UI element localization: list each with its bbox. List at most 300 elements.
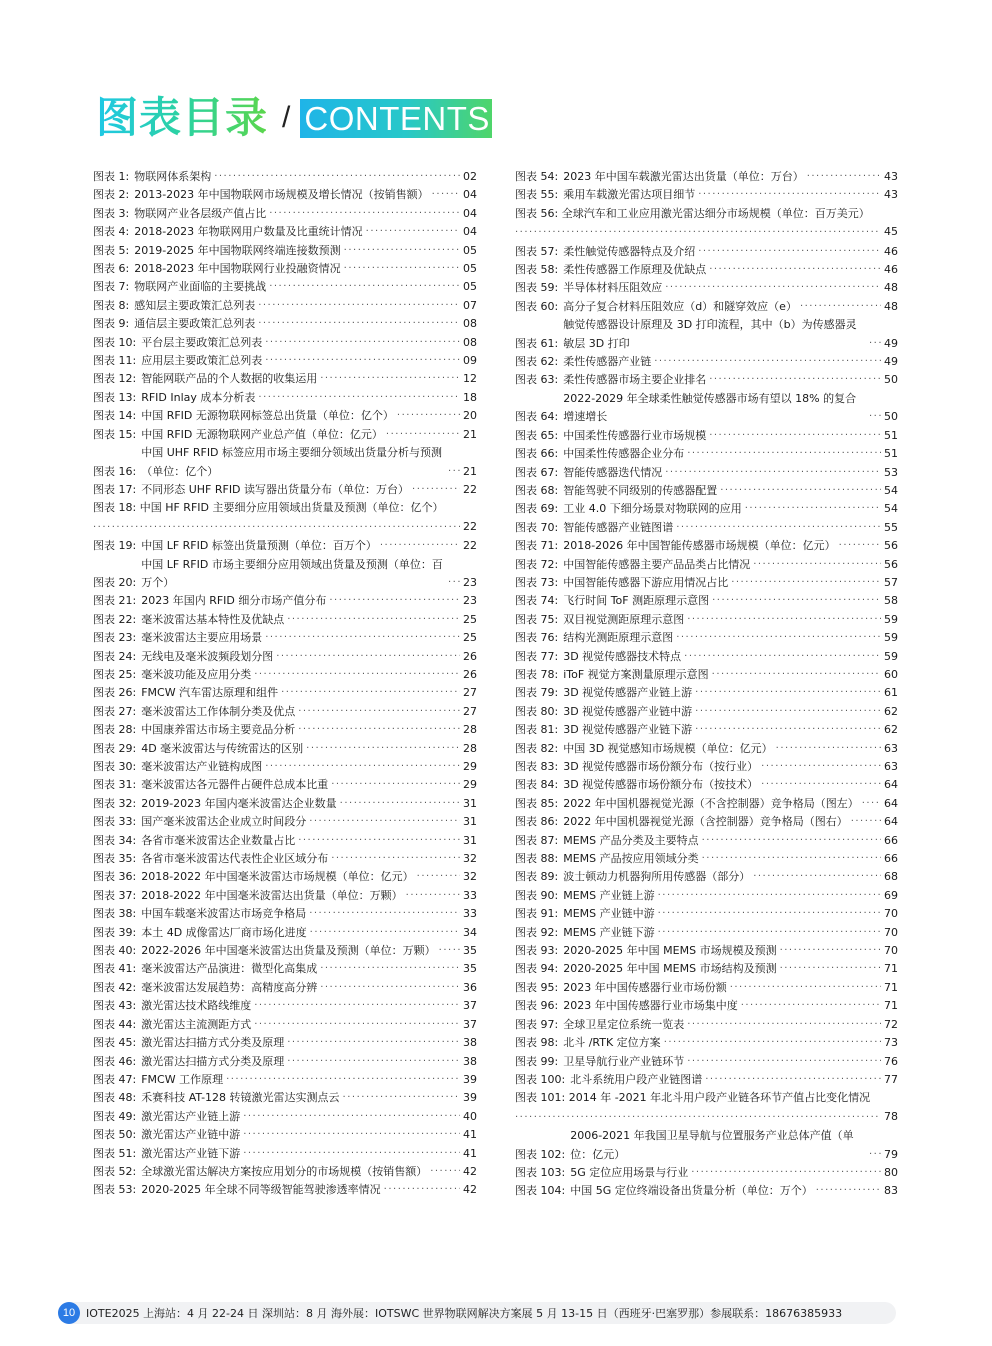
toc-entry-page: 55 (884, 520, 898, 534)
toc-entry-label: 图表 84: (515, 778, 559, 792)
toc-entry[interactable] (515, 832, 898, 850)
toc-entry-page: 64 (884, 778, 898, 792)
toc-entry-label: 图表 60: (515, 299, 559, 313)
toc-entry-label: 图表 64: (515, 410, 559, 424)
toc-entry[interactable] (93, 850, 477, 868)
toc-entry[interactable] (93, 905, 477, 923)
toc-entry-page: 68 (884, 870, 898, 884)
toc-entry-page: 45 (884, 225, 898, 239)
toc-entry-text: 中国柔性传感器行业市场规模 (563, 428, 707, 442)
toc-entry[interactable] (515, 740, 898, 758)
toc-entry[interactable] (515, 537, 898, 555)
toc-entry-page: 35 (463, 962, 477, 976)
toc-entry-page: 71 (884, 962, 898, 976)
toc-entry-label: 图表 53: (93, 1183, 137, 1197)
toc-entry[interactable] (93, 223, 477, 241)
toc-entry[interactable] (515, 703, 898, 721)
toc-dot-leader (712, 666, 881, 684)
toc-dot-leader (702, 850, 881, 868)
toc-entry[interactable] (515, 1053, 898, 1071)
toc-entry[interactable] (93, 997, 477, 1015)
toc-entry[interactable] (93, 168, 477, 186)
toc-entry-text: 全球汽车和工业应用激光雷达细分市场规模（单位：百万美元） (561, 206, 870, 220)
toc-entry-page: 05 (463, 280, 477, 294)
toc-entry[interactable] (93, 334, 477, 352)
toc-dot-leader (869, 335, 881, 353)
toc-entry-text: FMCW 工作原理 (141, 1072, 224, 1086)
toc-entry[interactable] (515, 1182, 898, 1200)
toc-entry-label: 图表 88: (515, 852, 559, 866)
footer-bar (58, 1302, 896, 1324)
toc-dot-leader (731, 574, 881, 592)
toc-entry-text: 2022 年中国机器视觉光源（不含控制器）竞争格局（图左） (563, 796, 859, 810)
footer-event-info: IOTE2025 上海站：4 月 22-24 日 深圳站：8 月 海外展：IOTSWC 世界物联网解决方案展 5 月 13-15 日（西班牙·巴塞罗那）参展联系：18676385933 (86, 1307, 843, 1320)
toc-entry[interactable] (93, 499, 477, 537)
toc-entry[interactable] (515, 758, 898, 776)
toc-entry-text: 3D 视觉传感器产业链下游 (563, 723, 693, 737)
toc-entry-text: 智能传感器迭代情况 (563, 465, 663, 479)
toc-entry-text: 波士顿动力机器狗所用传感器（部分） (563, 870, 751, 884)
toc-dot-leader (665, 464, 881, 482)
toc-entry-label: 图表 4: (93, 225, 130, 239)
toc-entry-text: 激光雷达主流测距方式 (141, 1017, 252, 1031)
toc-entry-label: 图表 35: (93, 852, 137, 866)
toc-entry[interactable] (93, 776, 477, 794)
toc-entry-title-line (515, 1089, 898, 1107)
toc-entry-text: 禾赛科技 AT-128 转镜激光雷达实测点云 (141, 1091, 340, 1105)
toc-entry-page: 37 (463, 1017, 477, 1031)
toc-entry-page: 31 (463, 815, 477, 829)
toc-entry[interactable] (93, 389, 477, 407)
toc-entry-label: 图表 13: (93, 390, 137, 404)
toc-entry-label: 图表 32: (93, 796, 137, 810)
toc-entry-label: 图表 68: (515, 483, 559, 497)
toc-dot-leader (243, 1145, 460, 1163)
toc-entry[interactable] (93, 832, 477, 850)
toc-entry[interactable] (93, 1053, 477, 1071)
toc-entry-page: 08 (463, 317, 477, 331)
toc-entry[interactable] (93, 758, 477, 776)
toc-entry-text: MEMS 产品分类及主要特点 (563, 833, 699, 847)
toc-entry[interactable] (93, 1089, 477, 1107)
toc-entry-label: 图表 27: (93, 704, 137, 718)
toc-entry-label: 图表 2: (93, 188, 130, 202)
toc-entry-text: 半导体材料压阻效应 (563, 281, 663, 295)
toc-entry-label: 图表 39: (93, 925, 137, 939)
toc-entry[interactable] (515, 261, 898, 279)
toc-entry[interactable] (515, 776, 898, 794)
toc-entry-text: iToF 视觉方案测量原理示意图 (563, 667, 709, 681)
toc-entry[interactable] (515, 942, 898, 960)
toc-entry-label: 图表 104: (515, 1184, 566, 1198)
toc-entry[interactable] (515, 445, 898, 463)
toc-entry-label: 图表 36: (93, 870, 137, 884)
toc-entry[interactable] (93, 1108, 477, 1126)
toc-entry-label: 图表 52: (93, 1164, 137, 1178)
toc-entry-page: 60 (884, 667, 898, 681)
toc-entry-label: 图表 63: (515, 373, 559, 387)
toc-entry[interactable] (515, 997, 898, 1015)
toc-entry-text: 柔性传感器产业链 (563, 355, 652, 369)
toc-dot-leader (869, 1146, 881, 1164)
toc-entry-page: 18 (463, 390, 477, 404)
toc-entry-page: 50 (884, 410, 898, 424)
toc-entry[interactable] (515, 574, 898, 592)
toc-entry-page: 28 (463, 723, 477, 737)
toc-dot-leader (276, 648, 460, 666)
toc-dot-leader (329, 592, 460, 610)
toc-dot-leader (386, 426, 460, 444)
toc-entry-page: 77 (884, 1072, 898, 1086)
toc-entry[interactable] (93, 684, 477, 702)
toc-entry-page: 33 (463, 907, 477, 921)
toc-entry[interactable] (515, 316, 898, 353)
toc-entry-label: 图表 56: (515, 206, 559, 220)
toc-entry-text: 高分子复合材料压阻效应（d）和隧穿效应（e） (563, 299, 797, 313)
toc-entry-text: 2018-2022 年中国毫米波雷达市场规模（单位：亿元） (141, 870, 414, 884)
toc-entry-label: 图表 86: (515, 815, 559, 829)
toc-dot-leader (309, 813, 460, 831)
toc-entry-text: 5G 定位应用场景与行业 (570, 1165, 689, 1179)
toc-entry-text: 中国柔性传感器企业分布 (563, 447, 685, 461)
toc-entry-label: 图表 50: (93, 1128, 137, 1142)
toc-entry-label: 图表 48: (93, 1091, 137, 1105)
toc-entry-page: 07 (463, 298, 477, 312)
toc-entry[interactable] (93, 242, 477, 260)
toc-entry[interactable] (515, 868, 898, 886)
toc-entry[interactable] (93, 924, 477, 942)
toc-entry-text: 3D 视觉传感器市场份额分布（按行业） (563, 760, 759, 773)
toc-dot-leader (687, 445, 881, 463)
toc-entry-label: 图表 70: (515, 520, 559, 534)
toc-entry[interactable] (515, 1089, 898, 1127)
toc-entry-label: 图表 98: (515, 1036, 559, 1050)
toc-entry[interactable] (515, 500, 898, 518)
toc-entry-page: 23 (463, 575, 477, 589)
toc-entry-label: 图表 10: (93, 335, 137, 349)
toc-entry[interactable] (93, 205, 477, 223)
toc-entry-text: 应用层主要政策汇总列表 (141, 354, 263, 368)
toc-entry[interactable] (93, 556, 477, 593)
toc-dot-leader (258, 297, 460, 315)
toc-entry-label: 图表 85: (515, 796, 559, 810)
toc-entry-page: 41 (463, 1128, 477, 1142)
toc-entry-text: 智能传感器产业链图谱 (563, 520, 674, 534)
toc-dot-leader (366, 223, 460, 241)
toc-entry[interactable] (515, 1071, 898, 1089)
toc-entry[interactable] (515, 519, 898, 537)
toc-entry[interactable] (93, 887, 477, 905)
toc-entry[interactable] (515, 556, 898, 574)
toc-entry-label: 图表 23: (93, 631, 137, 645)
toc-entry-page: 83 (884, 1184, 898, 1198)
toc-entry-label: 图表 65: (515, 428, 559, 442)
toc-entry-label: 图表 95: (515, 980, 559, 994)
toc-entry-page: 59 (884, 631, 898, 645)
toc-dot-leader (702, 832, 881, 850)
toc-entry[interactable] (93, 444, 477, 481)
toc-entry-page: 27 (463, 704, 477, 718)
toc-entry-label: 图表 21: (93, 594, 137, 608)
toc-entry-page: 66 (884, 852, 898, 866)
toc-entry-text: 各省市毫米波雷达代表性企业区域分布 (141, 852, 329, 866)
toc-entry-page: 56 (884, 557, 898, 571)
toc-entry[interactable] (93, 186, 477, 204)
toc-entry-page: 66 (884, 833, 898, 847)
toc-entry[interactable] (515, 427, 898, 445)
toc-entry[interactable] (515, 1164, 898, 1182)
toc-dot-leader (310, 924, 460, 942)
toc-entry[interactable] (93, 703, 477, 721)
toc-dot-leader (298, 721, 460, 739)
toc-entry-text: 通信层主要政策汇总列表 (134, 317, 256, 331)
toc-entry-label: 图表 51: (93, 1146, 137, 1160)
toc-entry[interactable] (515, 168, 898, 186)
toc-entry-text: 毫米波雷达主要应用场景 (141, 631, 263, 645)
toc-entry-page: 40 (463, 1109, 477, 1123)
toc-entry-text: 智能驾驶不同级别的传感器配置 (563, 483, 718, 497)
toc-dot-leader (687, 611, 881, 629)
toc-entry-page: 70 (884, 925, 898, 939)
toc-entry[interactable] (93, 666, 477, 684)
toc-entry[interactable] (515, 482, 898, 500)
toc-entry[interactable] (515, 1016, 898, 1034)
toc-entry[interactable] (515, 850, 898, 868)
toc-entry[interactable] (515, 353, 898, 371)
toc-entry-text: 毫米波雷达产品演进：微型化高集成 (141, 962, 318, 976)
toc-entry[interactable] (93, 721, 477, 739)
toc-entry[interactable] (93, 868, 477, 886)
toc-entry[interactable] (93, 942, 477, 960)
toc-entry-page: 20 (463, 409, 477, 423)
toc-entry[interactable] (515, 887, 898, 905)
toc-entry[interactable] (93, 1071, 477, 1089)
toc-entry[interactable] (93, 370, 477, 388)
toc-entry-label: 图表 22: (93, 612, 137, 626)
toc-entry-label: 图表 78: (515, 667, 559, 681)
toc-entry-label: 图表 54: (515, 170, 559, 183)
toc-entry[interactable] (515, 648, 898, 666)
toc-entry[interactable] (515, 960, 898, 978)
toc-entry-text: 无线电及毫米波频段划分图 (141, 649, 274, 663)
toc-entry[interactable] (93, 1163, 477, 1181)
toc-entry[interactable] (93, 1145, 477, 1163)
toc-entry-text: 激光雷达扫描方式分类及原理 (141, 1036, 285, 1050)
toc-entry-page: 36 (463, 980, 477, 994)
toc-entry-title-line (93, 499, 477, 517)
toc-entry-page: 59 (884, 612, 898, 626)
toc-dot-leader (720, 482, 881, 500)
toc-entry-page: 70 (884, 944, 898, 958)
toc-entry-text: 中国 UHF RFID 标签应用市场主要细分领域出货量分析与预测（单位：亿个） (141, 446, 443, 478)
toc-entry[interactable] (515, 666, 898, 684)
toc-entry[interactable] (515, 279, 898, 297)
toc-entry[interactable] (515, 592, 898, 610)
toc-entry-label: 图表 45: (93, 1036, 137, 1050)
toc-entry-page: 73 (884, 1036, 898, 1050)
toc-entry-label: 图表 41: (93, 962, 137, 976)
toc-dot-leader (664, 1034, 881, 1052)
toc-entry-label: 图表 16: (93, 464, 137, 478)
toc-entry[interactable] (93, 740, 477, 758)
toc-entry[interactable] (515, 243, 898, 261)
toc-entry[interactable] (515, 371, 898, 389)
toc-dot-leader (698, 186, 881, 204)
toc-entry[interactable] (93, 1126, 477, 1144)
toc-entry-text: 2020-2025 年全球不同等级智能驾驶渗透率情况 (141, 1183, 381, 1197)
toc-entry-label: 图表 93: (515, 944, 559, 958)
toc-dot-leader (684, 648, 881, 666)
toc-entry[interactable] (515, 629, 898, 647)
toc-entry-text: 中国 HF RFID 主要细分应用领域出货量及预测（单位：亿个） (139, 501, 444, 515)
toc-entry-label: 图表 3: (93, 206, 130, 220)
toc-entry-text: 2020-2025 年中国 MEMS 市场结构及预测 (563, 962, 777, 976)
toc-entry-label: 图表 40: (93, 944, 137, 958)
toc-entry-text: 物联网产业各层级产值占比 (134, 206, 267, 220)
toc-entry-label: 图表 1: (93, 170, 130, 183)
toc-entry[interactable] (93, 1016, 477, 1034)
toc-dot-leader (417, 868, 460, 886)
toc-entry-page: 32 (463, 852, 477, 866)
toc-entry-text: 柔性传感器工作原理及优缺点 (563, 263, 707, 277)
toc-dot-leader (862, 795, 881, 813)
toc-dot-leader (320, 370, 460, 388)
toc-entry[interactable] (515, 298, 898, 316)
toc-entry-page: 56 (884, 539, 898, 553)
toc-entry-label: 图表 96: (515, 999, 559, 1013)
toc-entry[interactable] (93, 795, 477, 813)
toc-entry-label: 图表 83: (515, 760, 559, 773)
toc-entry-page: 64 (884, 815, 898, 829)
toc-entry[interactable] (93, 278, 477, 296)
toc-entry[interactable] (515, 390, 898, 427)
toc-entry-page: 46 (884, 263, 898, 277)
toc-entry-label: 图表 25: (93, 667, 137, 681)
toc-entry[interactable] (515, 684, 898, 702)
toc-dot-leader (432, 186, 460, 204)
toc-entry[interactable] (93, 648, 477, 666)
toc-entry-text: MEMS 产业链中游 (563, 907, 655, 921)
toc-entry-text: 2023 年中国传感器行业市场集中度 (563, 999, 738, 1013)
toc-entry[interactable] (515, 1034, 898, 1052)
toc-entry[interactable] (515, 1127, 898, 1164)
toc-entry-text: 4D 毫米波雷达与传统雷达的区别 (141, 741, 304, 755)
toc-entry[interactable] (93, 297, 477, 315)
toc-entry-text: 2019-2023 年国内毫米波雷达企业数量 (141, 796, 337, 810)
toc-entry[interactable] (93, 979, 477, 997)
toc-entry-page: 72 (884, 1017, 898, 1031)
toc-entry-page: 39 (463, 1091, 477, 1105)
toc-entry-label: 图表 97: (515, 1017, 559, 1031)
toc-entry-page: 29 (463, 760, 477, 773)
toc-entry[interactable] (93, 315, 477, 333)
toc-entry-text: 毫米波雷达发展趋势：高精度高分辨 (141, 980, 318, 994)
toc-entry-text: 中国 RFID 无源物联网产业总产值（单位：亿元） (141, 427, 383, 441)
toc-entry-label: 图表 20: (93, 575, 137, 589)
toc-entry-page: 31 (463, 796, 477, 810)
toc-entry-text: 智能网联产品的个人数据的收集运用 (141, 372, 318, 386)
toc-entry-label: 图表 79: (515, 686, 559, 700)
toc-entry-page: 27 (463, 686, 477, 700)
toc-dot-leader (745, 500, 881, 518)
toc-entry-page: 22 (463, 539, 477, 553)
toc-entry[interactable] (515, 813, 898, 831)
toc-dot-leader (340, 795, 460, 813)
toc-entry-page: 21 (463, 464, 477, 478)
toc-entry[interactable] (515, 795, 898, 813)
toc-entry-page: 70 (884, 907, 898, 921)
toc-dot-leader (269, 205, 460, 223)
toc-entry[interactable] (515, 979, 898, 997)
toc-entry[interactable] (515, 186, 898, 204)
toc-entry-page: 71 (884, 980, 898, 994)
toc-entry-page: 25 (463, 631, 477, 645)
toc-entry[interactable] (515, 611, 898, 629)
toc-entry[interactable] (515, 905, 898, 923)
toc-dot-leader (448, 463, 460, 481)
toc-entry[interactable] (93, 352, 477, 370)
toc-entry[interactable] (93, 260, 477, 278)
toc-entry[interactable] (515, 721, 898, 739)
toc-dot-leader (695, 684, 881, 702)
toc-dot-leader (687, 1053, 881, 1071)
toc-entry-page: 62 (884, 723, 898, 737)
toc-entry[interactable] (93, 592, 477, 610)
toc-dot-leader (741, 997, 881, 1015)
toc-entry[interactable] (515, 464, 898, 482)
toc-entry-label: 图表 71: (515, 539, 559, 553)
toc-entry-text: 2018-2023 年物联网用户数量及比重统计情况 (134, 225, 363, 239)
toc-entry[interactable] (93, 481, 477, 499)
toc-entry-label: 图表 74: (515, 594, 559, 608)
toc-entry[interactable] (515, 205, 898, 243)
page-number-badge: 10 (58, 1302, 80, 1324)
toc-dot-leader (331, 776, 460, 794)
toc-entry[interactable] (515, 924, 898, 942)
toc-entry[interactable] (93, 426, 477, 444)
toc-entry[interactable] (93, 537, 477, 555)
toc-dot-leader (287, 1053, 460, 1071)
toc-entry[interactable] (93, 813, 477, 831)
toc-entry-page: 71 (884, 999, 898, 1013)
toc-dot-leader (780, 942, 881, 960)
toc-entry-text: 毫米波雷达产业链构成图 (141, 760, 263, 773)
toc-dot-leader (709, 371, 881, 389)
toc-entry-label: 图表 91: (515, 907, 559, 921)
toc-dot-leader (658, 887, 881, 905)
toc-dot-leader (320, 979, 460, 997)
toc-entry-label: 图表 58: (515, 263, 559, 277)
toc-entry-text: 2022 年中国机器视觉光源（含控制器）竞争格局（图右） (563, 815, 848, 829)
toc-entry-label: 图表 77: (515, 649, 559, 663)
toc-dot-leader (287, 1034, 460, 1052)
toc-entry[interactable] (93, 960, 477, 978)
toc-entry-text: 激光雷达产业链中游 (141, 1128, 241, 1142)
toc-entry-text: 柔性传感器市场主要企业排名 (563, 373, 707, 387)
toc-entry[interactable] (93, 611, 477, 629)
toc-entry-label: 图表 94: (515, 962, 559, 976)
toc-dot-leader (753, 556, 881, 574)
toc-entry[interactable] (93, 1181, 477, 1199)
toc-entry[interactable] (93, 407, 477, 425)
toc-entry[interactable] (93, 629, 477, 647)
toc-entry-label: 图表 18: (93, 501, 137, 515)
toc-entry-text: 各省市毫米波雷达企业数量占比 (141, 833, 296, 847)
toc-entry-page: 39 (463, 1072, 477, 1086)
toc-dot-leader (226, 1071, 460, 1089)
toc-entry-text: 2020-2025 年中国 MEMS 市场规模及预测 (563, 944, 777, 958)
toc-entry[interactable] (93, 1034, 477, 1052)
